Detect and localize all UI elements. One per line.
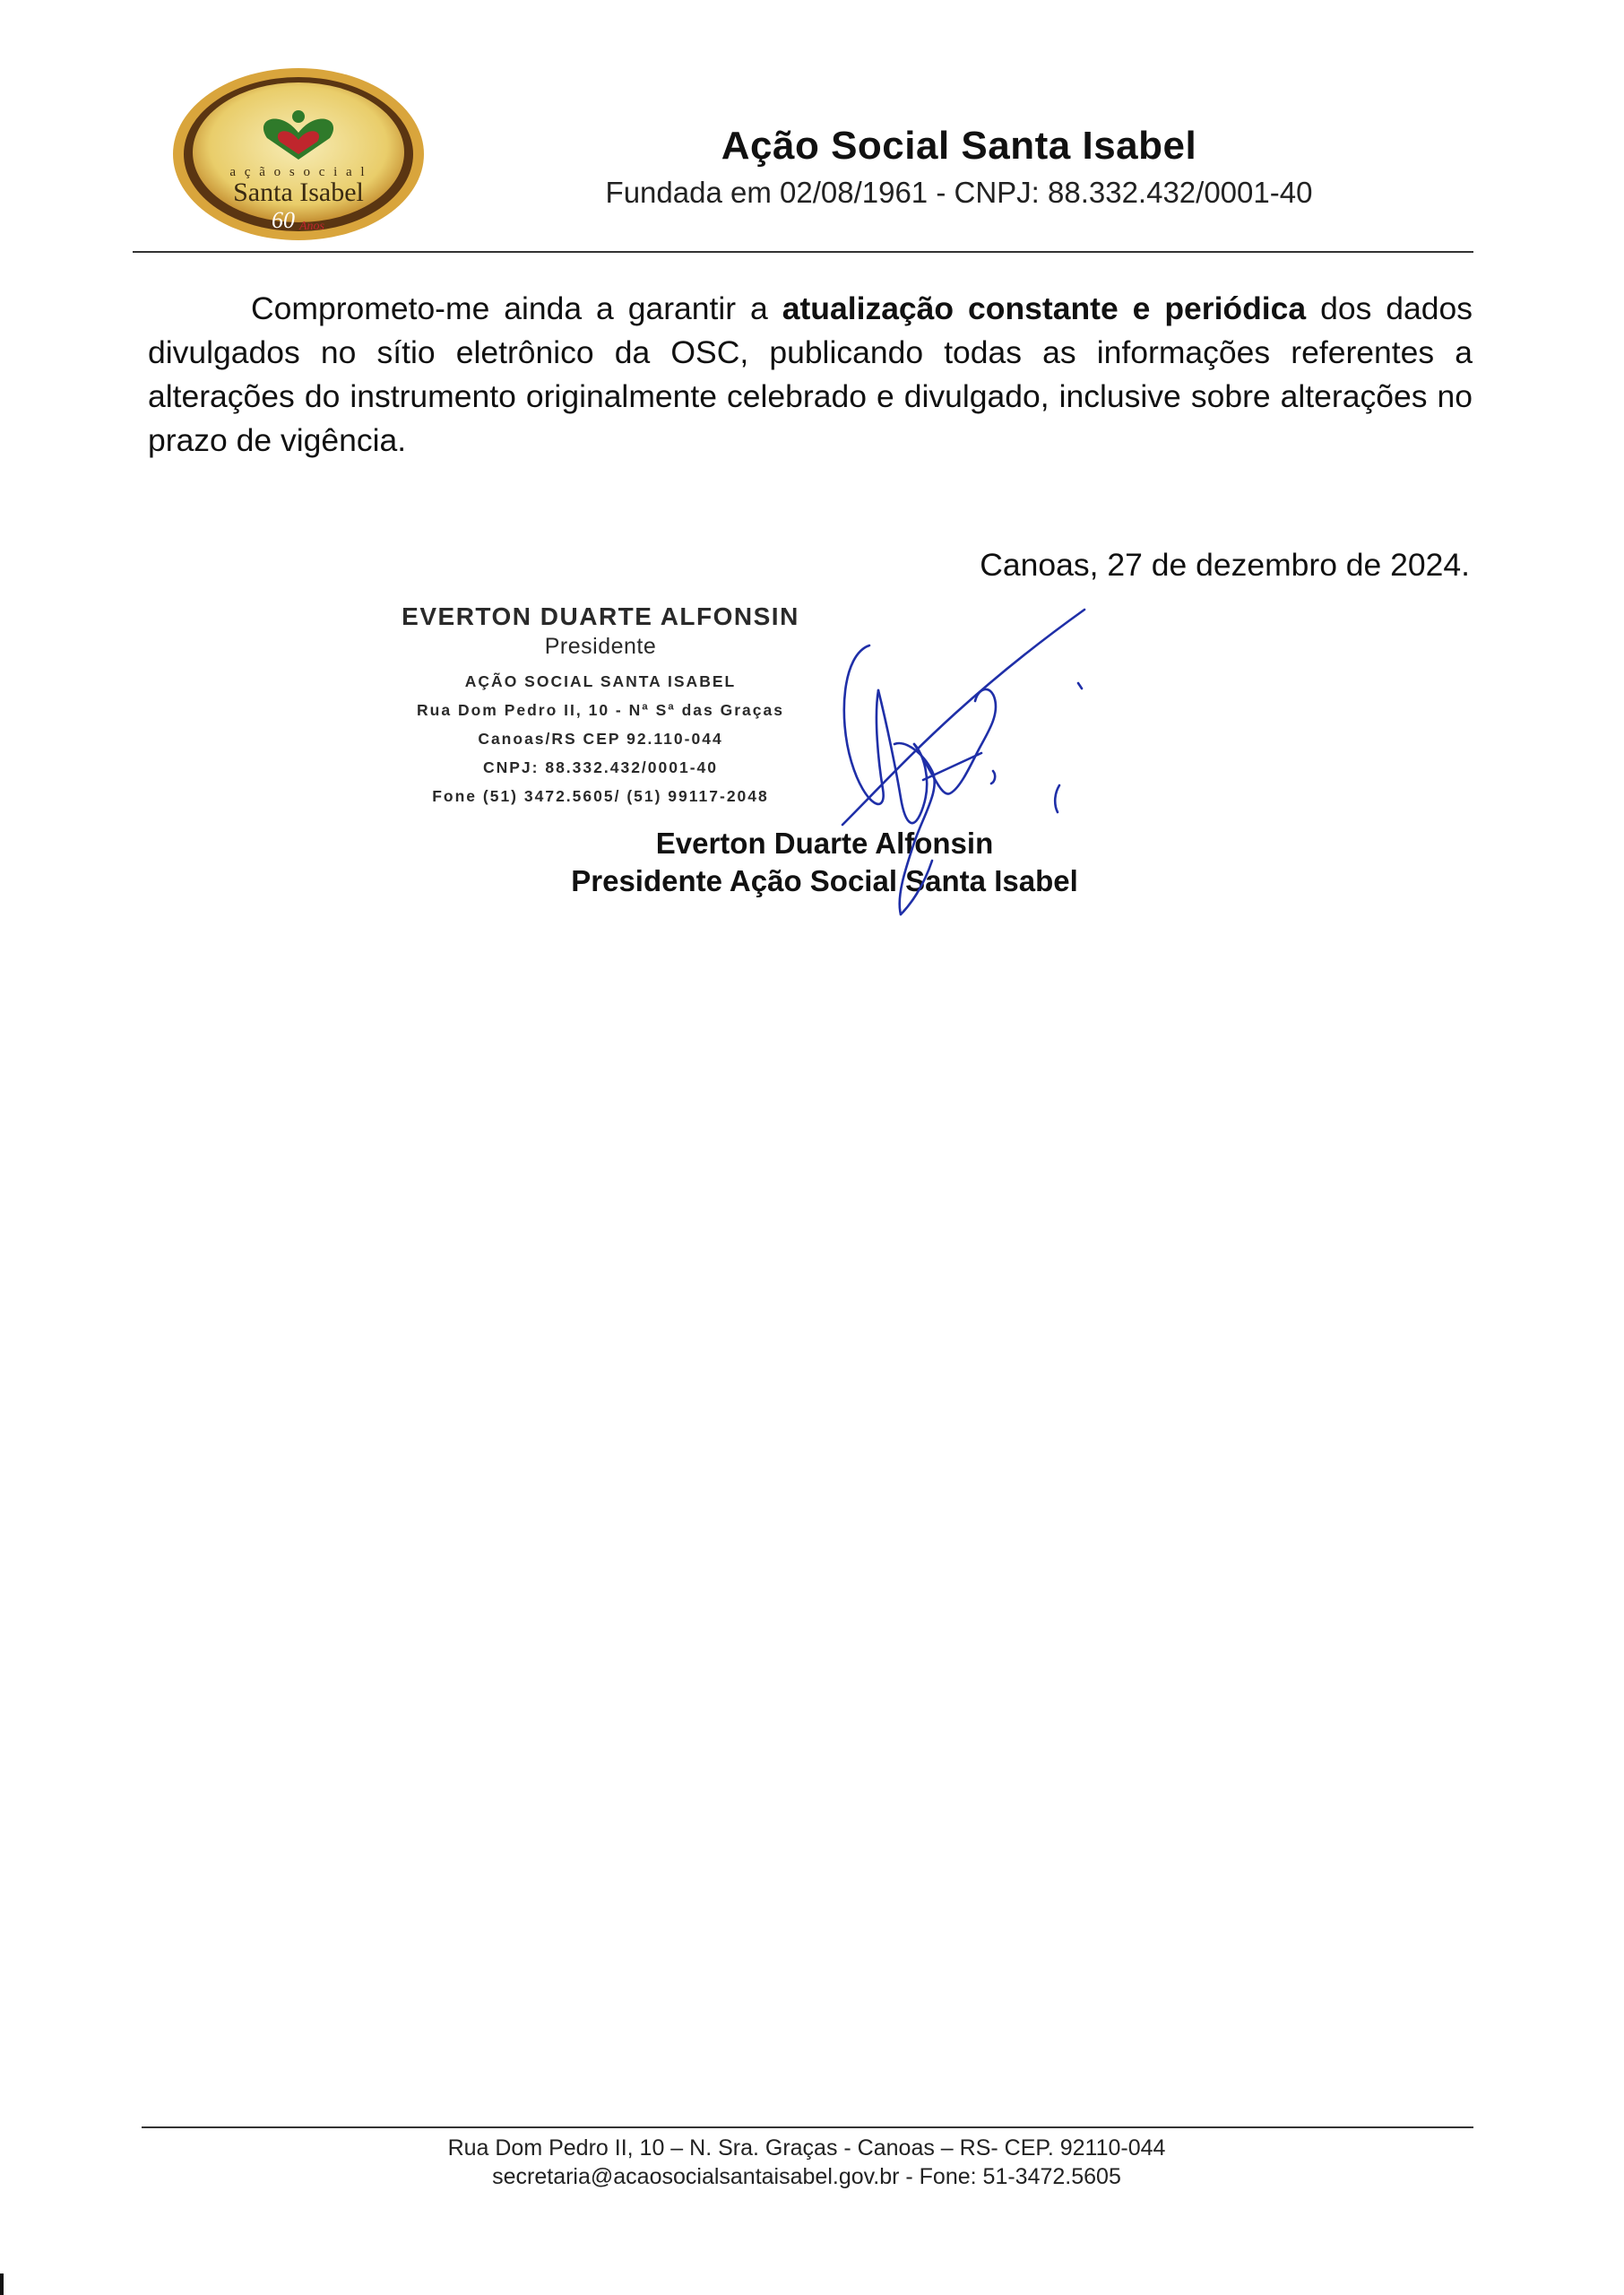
paragraph-emphasis: atualização constante e periódica — [782, 290, 1307, 326]
footer-divider — [142, 2126, 1473, 2128]
signer-name: Everton Duarte Alfonsin — [655, 827, 994, 860]
organization-subtitle: Fundada em 02/08/1961 - CNPJ: 88.332.432/0001-40 — [605, 176, 1313, 209]
organization-name: Ação Social Santa Isabel — [721, 124, 1197, 168]
date-line: Canoas, 27 de dezembro de 2024. — [980, 547, 1470, 583]
logo-top-text: a ç ã o s o c i a l — [229, 165, 367, 179]
logo-anniversary-word: Anos — [299, 220, 324, 233]
footer-contact: secretaria@acaosocialsantaisabel.gov.br - Fone: 51-3472.5605 — [492, 2164, 1121, 2189]
header-divider — [133, 251, 1473, 253]
scan-edge-mark — [0, 2273, 4, 2295]
footer-address: Rua Dom Pedro II, 10 – N. Sra. Graças - Canoas – RS- CEP. 92110-044 — [447, 2135, 1166, 2161]
paragraph-end: dos dados divulgados no sítio eletrônico da OSC, publicando todas as informações referentes a alterações do instrumento originalmente celebrado e divulgado, inclusive sobre alterações no prazo de vigência. — [148, 290, 1473, 458]
logo-anniversary-number: 60 — [272, 207, 295, 233]
stamp-phone: Fone (51) 3472.5605/ (51) 99117-2048 — [432, 787, 769, 805]
stamp-org: AÇÃO SOCIAL SANTA ISABEL — [464, 672, 737, 690]
stamp-cnpj: CNPJ: 88.332.432/0001-40 — [482, 758, 719, 776]
stamp-name: EVERTON DUARTE ALFONSIN — [402, 602, 799, 630]
commitment-paragraph — [148, 287, 1473, 463]
organization-logo — [168, 63, 428, 242]
logo-name-text: Santa Isabel — [233, 178, 364, 207]
handwritten-signature — [789, 592, 1102, 932]
paragraph-start: Comprometo-me ainda a garantir a — [251, 290, 782, 326]
stamp-city: Canoas/RS CEP 92.110-044 — [478, 730, 723, 748]
president-stamp — [350, 602, 851, 806]
stamp-role: Presidente — [544, 634, 657, 659]
stamp-address: Rua Dom Pedro II, 10 - Nª Sª das Graças — [417, 701, 784, 719]
signer-role: Presidente Ação Social Santa Isabel — [571, 864, 1078, 897]
